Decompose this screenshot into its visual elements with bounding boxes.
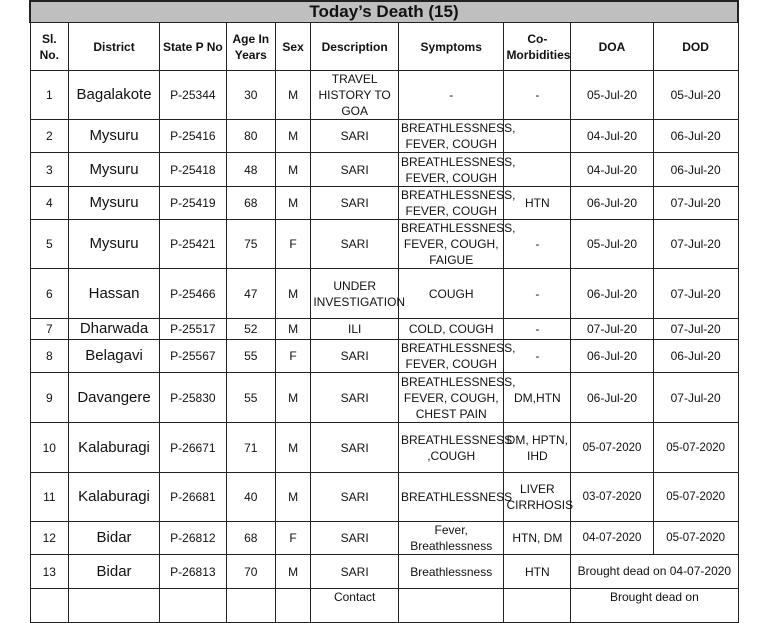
cell-doa: 05-Jul-20	[571, 71, 653, 120]
cell-sl: 10	[30, 423, 69, 473]
col-header-dod: DOD	[653, 23, 738, 71]
cell-description: SARI	[311, 153, 399, 187]
title-row	[30, 1, 738, 23]
col-header-co-morbidities: Co-Morbidities	[504, 23, 571, 71]
cell-age: 80	[226, 120, 275, 153]
cell-description: SARI	[311, 340, 399, 373]
cell-district	[69, 589, 160, 623]
cell-state-p-no: P-25344	[159, 71, 226, 120]
cell-sex: F	[275, 340, 310, 373]
col-header-age: Age In Years	[226, 23, 275, 71]
cell-doa: 03-07-2020	[571, 473, 653, 522]
cell-district: Kalaburagi	[69, 473, 160, 522]
cell-district: Kalaburagi	[69, 423, 160, 473]
cell-symptoms: COLD, COUGH	[399, 319, 504, 340]
cell-dod: 07-Jul-20	[653, 373, 738, 423]
cell-co-morbidities: DM,HTN	[504, 373, 571, 423]
cell-co-morbidities: -	[504, 340, 571, 373]
cell-sex: M	[275, 153, 310, 187]
col-header-district: District	[69, 23, 160, 71]
cell-sl: 11	[30, 473, 69, 522]
cell-doa: 04-Jul-20	[571, 153, 653, 187]
cell-sex: M	[275, 373, 310, 423]
cell-dod: 07-Jul-20	[653, 269, 738, 319]
cell-doa: 06-Jul-20	[571, 269, 653, 319]
cell-state-p-no: P-25419	[159, 187, 226, 220]
cell-symptoms: COUGH	[399, 269, 504, 319]
cell-state-p-no: P-25466	[159, 269, 226, 319]
cell-symptoms: BREATHLESSNESS, FEVER, COUGH	[399, 187, 504, 220]
cell-symptoms: BREATHLESSNESS, FEVER, COUGH	[399, 153, 504, 187]
cell-doa: 06-Jul-20	[571, 340, 653, 373]
table-row	[30, 423, 738, 473]
cell-state-p-no: P-26681	[159, 473, 226, 522]
table-row	[30, 220, 738, 269]
cell-sex: M	[275, 269, 310, 319]
cell-sex: M	[275, 423, 310, 473]
cell-doa: 04-07-2020	[571, 522, 653, 555]
cell-age: 68	[226, 522, 275, 555]
cell-description: UNDER INVESTIGATION	[311, 269, 399, 319]
cell-sex: M	[275, 473, 310, 522]
cell-description: SARI	[311, 220, 399, 269]
cell-dod: 06-Jul-20	[653, 153, 738, 187]
cell-co-morbidities	[504, 589, 571, 623]
cell-district: Mysuru	[69, 220, 160, 269]
cell-age: 55	[226, 373, 275, 423]
cell-age: 55	[226, 340, 275, 373]
cell-symptoms: BREATHLESSNESS, FEVER, COUGH	[399, 120, 504, 153]
cell-description: Contact	[311, 589, 399, 623]
cell-sl: 7	[30, 319, 69, 340]
cell-district: Davangere	[69, 373, 160, 423]
cell-description: SARI	[311, 423, 399, 473]
cell-symptoms: Breathlessness	[399, 555, 504, 589]
cell-sex: M	[275, 555, 310, 589]
col-header-state-p-no: State P No	[159, 23, 226, 71]
cell-dod: 06-Jul-20	[653, 120, 738, 153]
cell-district: Mysuru	[69, 187, 160, 220]
table-row	[30, 473, 738, 522]
cell-co-morbidities: -	[504, 319, 571, 340]
cell-state-p-no: P-25418	[159, 153, 226, 187]
cell-description: SARI	[311, 187, 399, 220]
cell-sex: M	[275, 319, 310, 340]
table-row	[30, 589, 738, 623]
cell-age: 70	[226, 555, 275, 589]
cell-doa: 07-Jul-20	[571, 319, 653, 340]
cell-description: SARI	[311, 522, 399, 555]
cell-age	[226, 589, 275, 623]
cell-sl: 1	[30, 71, 69, 120]
cell-state-p-no: P-26812	[159, 522, 226, 555]
table-row	[30, 187, 738, 220]
table-title: Today’s Death (15)	[30, 1, 738, 23]
table-row	[30, 373, 738, 423]
cell-dod: 07-Jul-20	[653, 319, 738, 340]
cell-dod: 05-07-2020	[653, 423, 738, 473]
cell-district: Hassan	[69, 269, 160, 319]
cell-state-p-no: P-26671	[159, 423, 226, 473]
cell-co-morbidities: -	[504, 220, 571, 269]
cell-sex: F	[275, 220, 310, 269]
cell-sl: 3	[30, 153, 69, 187]
cell-brought-dead-note: Brought dead on	[571, 589, 738, 623]
cell-state-p-no: P-25830	[159, 373, 226, 423]
cell-sl: 8	[30, 340, 69, 373]
cell-age: 30	[226, 71, 275, 120]
deaths-table	[29, 0, 739, 623]
table-row	[30, 153, 738, 187]
cell-symptoms: BREATHLESSNESS ,COUGH	[399, 423, 504, 473]
cell-sex	[275, 589, 310, 623]
cell-doa: 05-Jul-20	[571, 220, 653, 269]
cell-co-morbidities: HTN	[504, 187, 571, 220]
cell-state-p-no: P-26813	[159, 555, 226, 589]
cell-state-p-no: P-25517	[159, 319, 226, 340]
table-row	[30, 340, 738, 373]
col-header-description: Description	[311, 23, 399, 71]
table-row	[30, 319, 738, 340]
cell-dod: 05-07-2020	[653, 522, 738, 555]
cell-co-morbidities: HTN, DM	[504, 522, 571, 555]
cell-sl	[30, 589, 69, 623]
cell-symptoms: BREATHLESSNESS, FEVER, COUGH, FAIGUE	[399, 220, 504, 269]
table-row	[30, 269, 738, 319]
cell-doa: 05-07-2020	[571, 423, 653, 473]
col-header-doa: DOA	[571, 23, 653, 71]
cell-symptoms: BREATHLESSNESS, FEVER, COUGH	[399, 340, 504, 373]
cell-district: Bidar	[69, 555, 160, 589]
cell-symptoms	[399, 589, 504, 623]
cell-district: Bagalakote	[69, 71, 160, 120]
cell-co-morbidities: DM, HPTN, IHD	[504, 423, 571, 473]
cell-dod: 07-Jul-20	[653, 187, 738, 220]
cell-age: 40	[226, 473, 275, 522]
cell-dod: 05-07-2020	[653, 473, 738, 522]
cell-co-morbidities: -	[504, 71, 571, 120]
cell-sex: M	[275, 71, 310, 120]
cell-co-morbidities: HTN	[504, 555, 571, 589]
cell-district: Mysuru	[69, 120, 160, 153]
cell-sl: 9	[30, 373, 69, 423]
cell-dod: 05-Jul-20	[653, 71, 738, 120]
cell-sl: 2	[30, 120, 69, 153]
cell-doa: 06-Jul-20	[571, 373, 653, 423]
cell-description: ILI	[311, 319, 399, 340]
cell-district: Dharwada	[69, 319, 160, 340]
cell-age: 52	[226, 319, 275, 340]
cell-description: SARI	[311, 473, 399, 522]
cell-description: TRAVEL HISTORY TO GOA	[311, 71, 399, 120]
col-header-symptoms: Symptoms	[399, 23, 504, 71]
cell-sl: 4	[30, 187, 69, 220]
cell-symptoms: BREATHLESSNESS	[399, 473, 504, 522]
cell-age: 48	[226, 153, 275, 187]
cell-age: 71	[226, 423, 275, 473]
col-header-sl-no: Sl. No.	[30, 23, 69, 71]
cell-state-p-no: P-25421	[159, 220, 226, 269]
cell-sex: F	[275, 522, 310, 555]
cell-description: SARI	[311, 555, 399, 589]
col-header-sex: Sex	[275, 23, 310, 71]
cell-brought-dead-note: Brought dead on 04-07-2020	[571, 555, 738, 589]
table-row	[30, 555, 738, 589]
cell-age: 47	[226, 269, 275, 319]
cell-dod: 07-Jul-20	[653, 220, 738, 269]
cell-state-p-no: P-25416	[159, 120, 226, 153]
cell-sex: M	[275, 120, 310, 153]
cell-state-p-no: P-25567	[159, 340, 226, 373]
cell-district: Bidar	[69, 522, 160, 555]
table-row	[30, 71, 738, 120]
table-row	[30, 522, 738, 555]
cell-age: 75	[226, 220, 275, 269]
cell-dod: 06-Jul-20	[653, 340, 738, 373]
death-report-sheet	[29, 0, 739, 623]
cell-sex: M	[275, 187, 310, 220]
cell-co-morbidities: -	[504, 269, 571, 319]
cell-age: 68	[226, 187, 275, 220]
cell-symptoms: -	[399, 71, 504, 120]
cell-doa: 04-Jul-20	[571, 120, 653, 153]
cell-doa: 06-Jul-20	[571, 187, 653, 220]
cell-sl: 12	[30, 522, 69, 555]
cell-state-p-no	[159, 589, 226, 623]
cell-symptoms: Fever, Breathlessness	[399, 522, 504, 555]
header-row	[30, 23, 738, 71]
cell-sl: 5	[30, 220, 69, 269]
cell-symptoms: BREATHLESSNESS, FEVER, COUGH, CHEST PAIN	[399, 373, 504, 423]
cell-sl: 13	[30, 555, 69, 589]
cell-district: Belagavi	[69, 340, 160, 373]
cell-co-morbidities: LIVER CIRRHOSIS	[504, 473, 571, 522]
table-row	[30, 120, 738, 153]
cell-district: Mysuru	[69, 153, 160, 187]
cell-sl: 6	[30, 269, 69, 319]
cell-description: SARI	[311, 373, 399, 423]
cell-description: SARI	[311, 120, 399, 153]
